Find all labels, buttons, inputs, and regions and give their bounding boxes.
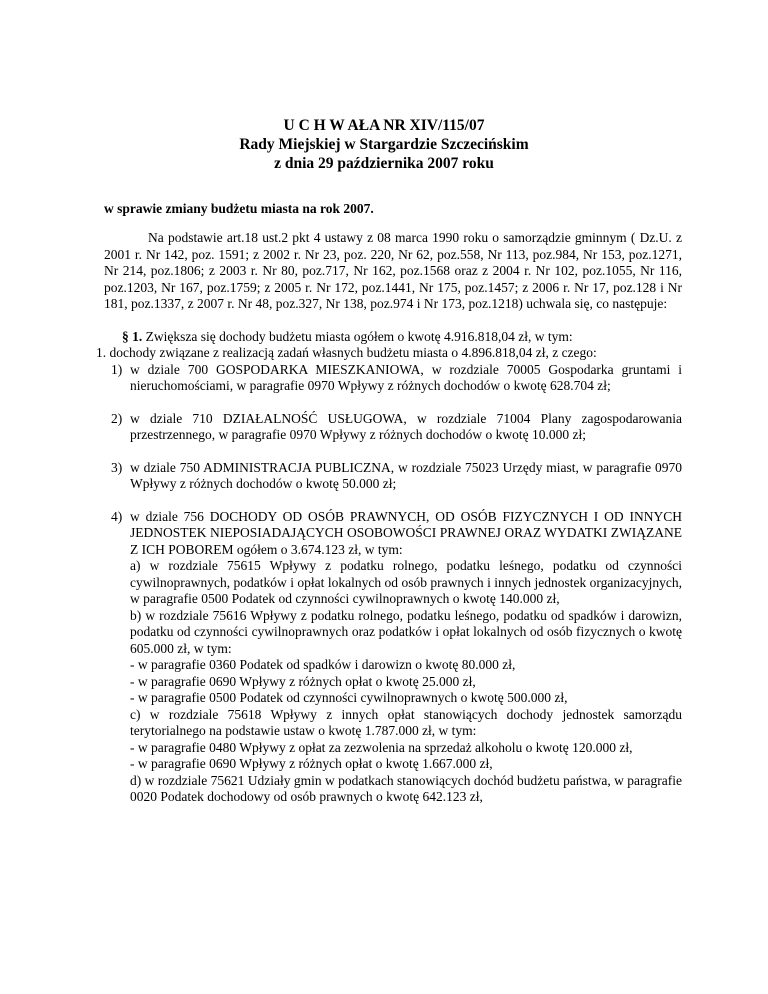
point-1: 1. dochody związane z realizacją zadań własnych budżetu miasta o 4.896.818,04 zł, z czego: (96, 345, 597, 360)
document-body (96, 230, 682, 806)
resolution-title: U C H W AŁA NR XIV/115/07 (283, 117, 485, 134)
sub-item-a: a) w rozdziale 75615 Wpływy z podatku rolnego, podatku leśnego, podatku od czynności cywilnoprawnych, podatków i opłat lokalnych od osób prawnych i innych jednostek organizacyjnych, w paragrafie 0500 Podatek od czynności cywilnoprawnych o kwotę 140.000 zł, (130, 558, 682, 606)
sub-item-c: c) w rozdziale 75618 Wpływy z innych opłat stanowiących dochody jednostek samorządu terytorialnego na podstawie ustaw o kwotę 1.787.000 zł, w tym: (130, 706, 682, 738)
resolution-subject: w sprawie zmiany budżetu miasta na rok 2007. (104, 201, 374, 216)
dash-line: - w paragrafie 0360 Podatek od spadków i darowizn o kwotę 80.000 zł, (130, 657, 516, 672)
resolution-header (0, 116, 768, 173)
sub-item-b: b) w rozdziale 75616 Wpływy z podatku rolnego, podatku leśnego, podatku od spadków i darowizn, podatku od czynności cywilnoprawnych oraz podatków i opłat lokalnych od osób fizycznych o kwotę 605.000 zł, w tym: (130, 607, 682, 656)
list-item: 2) w dziale 710 DZIAŁALNOŚĆ USŁUGOWA, w rozdziale 71004 Plany zagospodarowania przestrzennego, w paragrafie 0970 Wpływy z różnych dochodów o kwotę 10.000 zł; (111, 410, 682, 442)
dash-line: - w paragrafie 0690 Wpływy z różnych opłat o kwotę 1.667.000 zł, (130, 756, 493, 771)
list-item: 1) w dziale 700 GOSPODARKA MIESZKANIOWA, w rozdziale 70005 Gospodarka gruntami i nieruchomościami, w paragrafie 0970 Wpływy z różnych dochodów o kwotę 628.704 zł; (111, 361, 682, 393)
resolution-date: z dnia 29 października 2007 roku (274, 155, 494, 172)
dash-line: - w paragrafie 0690 Wpływy z różnych opłat o kwotę 25.000 zł, (130, 673, 476, 689)
section-1-text: Zwiększa się dochody budżetu miasta ogółem o kwotę 4.916.818,04 zł, w tym: (142, 328, 573, 344)
council-name: Rady Miejskiej w Stargardzie Szczecińskim (239, 136, 529, 153)
dash-line: - w paragrafie 0500 Podatek od czynności cywilnoprawnych o kwotę 500.000 zł, (130, 690, 568, 705)
section-mark: § 1. (122, 328, 143, 344)
list-item: 4) w dziale 756 DOCHODY OD OSÓB PRAWNYCH, OD OSÓB FIZYCZNYCH I OD INNYCH JEDNOSTEK NIEPOSIADAJĄCYCH OSOBOWOŚCI PRAWNEJ ORAZ WYDATKI ZWIĄZANE Z ICH POBOREM ogółem o 3.674.123 zł, w tym: (111, 508, 682, 557)
section-1-heading (104, 329, 682, 346)
dash-line: - w paragrafie 0480 Wpływy z opłat za zezwolenia na sprzedaż alkoholu o kwotę 120.000 zł, (130, 739, 633, 755)
sub-item-d: d) w rozdziale 75621 Udziały gmin w podatkach stanowiących dochód budżetu państwa, w paragrafie 0020 Podatek dochodowy od osób prawnych o kwotę 642.123 zł, (130, 772, 682, 804)
preamble: Na podstawie art.18 ust.2 pkt 4 ustawy z 08 marca 1990 roku o samorządzie gminnym ( Dz.U. z 2001 r. Nr 142, poz. 1591; z 2002 r. Nr 23, poz. 220, Nr 62, poz.558, Nr 113, poz.984, Nr 153, poz.1271, Nr 214, poz.1806; z 2003 r. Nr 80, poz.717, Nr 162, poz.1568 oraz z 2004 r. Nr 102, poz.1055, Nr 116, poz.1203, Nr 167, poz.1759; z 2005 r. Nr 172, poz.1441, Nr 175, poz.1457; z 2006 r. Nr 17, poz.128 i Nr 181, poz.1337, z 2007 r. Nr 48, poz.327, Nr 138, poz.974 i Nr 173, poz.1218) uchwala się, co następuje: (104, 230, 682, 311)
list-item: 3) w dziale 750 ADMINISTRACJA PUBLICZNA, w rozdziale 75023 Urzędy miast, w paragrafie 0970 Wpływy z różnych dochodów o kwotę 50.000 zł; (111, 459, 682, 491)
